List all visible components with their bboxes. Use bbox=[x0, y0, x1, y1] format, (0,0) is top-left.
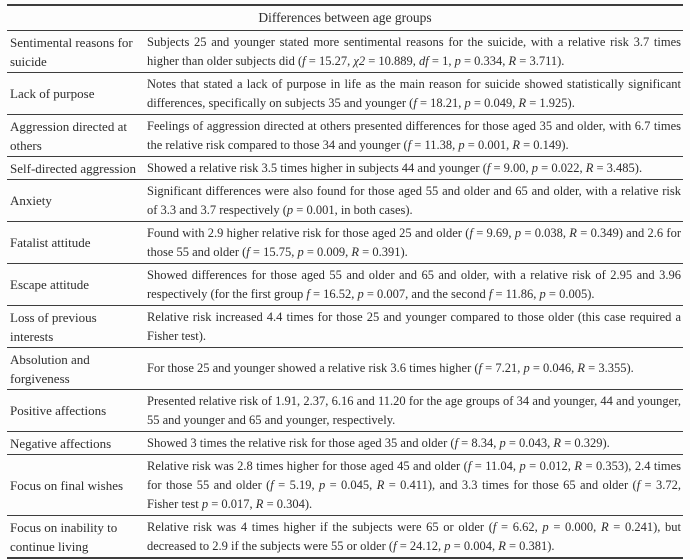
table-rows bbox=[7, 31, 683, 557]
row-label: Focus on inability to continue living bbox=[10, 519, 118, 554]
row-description: Relative risk was 4 times higher if the subjects were 65 or older (f = 6.62, p = 0.000, R = 0.241), but decreased to 2.9 if the subjects were 55 or older (f = 24.12, p = 0.004, R = 0.381). bbox=[147, 519, 681, 553]
row-description: Significant differences were also found for those aged 55 and older and 65 and older, with a relative risk of 3.3 and 3.7 respectively (p = 0.001, in both cases). bbox=[147, 183, 681, 217]
row-label: Absolution and forgiveness bbox=[10, 351, 90, 386]
table-row bbox=[7, 31, 683, 73]
row-label: Fatalist attitude bbox=[10, 235, 91, 250]
row-label: Anxiety bbox=[10, 193, 52, 208]
row-description: Showed a relative risk 3.5 times higher in subjects 44 and younger (f = 9.00, p = 0.022, R = 3.485). bbox=[147, 160, 643, 175]
row-description: Subjects 25 and younger stated more sentimental reasons for the suicide, with a relative risk 3.7 times higher than older subjects did (f = 15.27, χ2 = 10.889, df = 1, p = 0.334, R = 3.711). bbox=[147, 34, 681, 68]
row-description: Relative risk increased 4.4 times for those 25 and younger compared to those older (this case required a Fisher test). bbox=[147, 309, 681, 343]
table-row bbox=[7, 157, 683, 180]
row-label: Escape attitude bbox=[10, 277, 90, 292]
row-description: For those 25 and younger showed a relative risk 3.6 times higher (f = 7.21, p = 0.046, R = 3.355). bbox=[147, 361, 634, 375]
age-differences-table bbox=[7, 4, 683, 559]
table-row bbox=[7, 115, 683, 157]
table-title-row bbox=[7, 6, 683, 31]
row-description: Relative risk was 2.8 times higher for those aged 45 and older (f = 11.04, p = 0.012, R = 0.353), 2.4 times for those 55 and older (f = 5.19, p = 0.045, R = 0.411), and 3.3 times for those 65 and older (f = 3.72, Fisher test p = 0.017, R = 0.304). bbox=[147, 458, 681, 511]
row-description: Presented relative risk of 1.91, 2.37, 6.16 and 11.20 for the age groups of 34 and younger, 44 and younger, 55 and younger and 65 and younger, respectively. bbox=[147, 393, 681, 427]
table-title: Differences between age groups bbox=[258, 10, 432, 25]
row-description: Found with 2.9 higher relative risk for those aged 25 and older (f = 9.69, p = 0.038, R = 0.349) and 2.6 for those 55 and older (f = 15.75, p = 0.009, R = 0.391). bbox=[147, 225, 681, 259]
row-label: Focus on final wishes bbox=[10, 477, 124, 493]
row-label: Positive affections bbox=[10, 403, 107, 418]
row-label: Lack of purpose bbox=[10, 86, 95, 101]
table-row bbox=[7, 390, 683, 432]
row-description: Notes that stated a lack of purpose in life as the main reason for suicide showed statistically significant differences, specifically on subjects 35 and younger (f = 18.21, p = 0.049, R = 1.925). bbox=[147, 76, 681, 110]
row-label: Aggression directed at others bbox=[10, 118, 127, 153]
row-description: Showed differences for those aged 55 and older and 65 and older, with a relative risk of 2.95 and 3.96 respectively (for the first group f = 16.52, p = 0.007, and the second f = 11.86, p = 0.005). bbox=[147, 267, 681, 301]
row-description: Showed 3 times the relative risk for those aged 35 and older (f = 8.34, p = 0.043, R = 0.329). bbox=[147, 435, 610, 450]
table-row bbox=[7, 306, 683, 348]
row-label: Loss of previous interests bbox=[10, 309, 97, 344]
table-row bbox=[7, 180, 683, 222]
table-row bbox=[7, 222, 683, 264]
table-row bbox=[7, 455, 683, 516]
table-row bbox=[7, 516, 683, 557]
row-description: Feelings of aggression directed at others presented differences for those aged 35 and older, with 6.7 times the relative risk compared to those 34 and younger (f = 11.38, p = 0.001, R = 0.149). bbox=[147, 118, 681, 152]
row-label: Negative affections bbox=[10, 435, 112, 451]
table-row bbox=[7, 73, 683, 115]
table-row bbox=[7, 348, 683, 390]
row-label: Self-directed aggression bbox=[10, 160, 136, 176]
row-label: Sentimental reasons for suicide bbox=[10, 34, 133, 69]
table-row bbox=[7, 432, 683, 455]
table-row bbox=[7, 264, 683, 306]
